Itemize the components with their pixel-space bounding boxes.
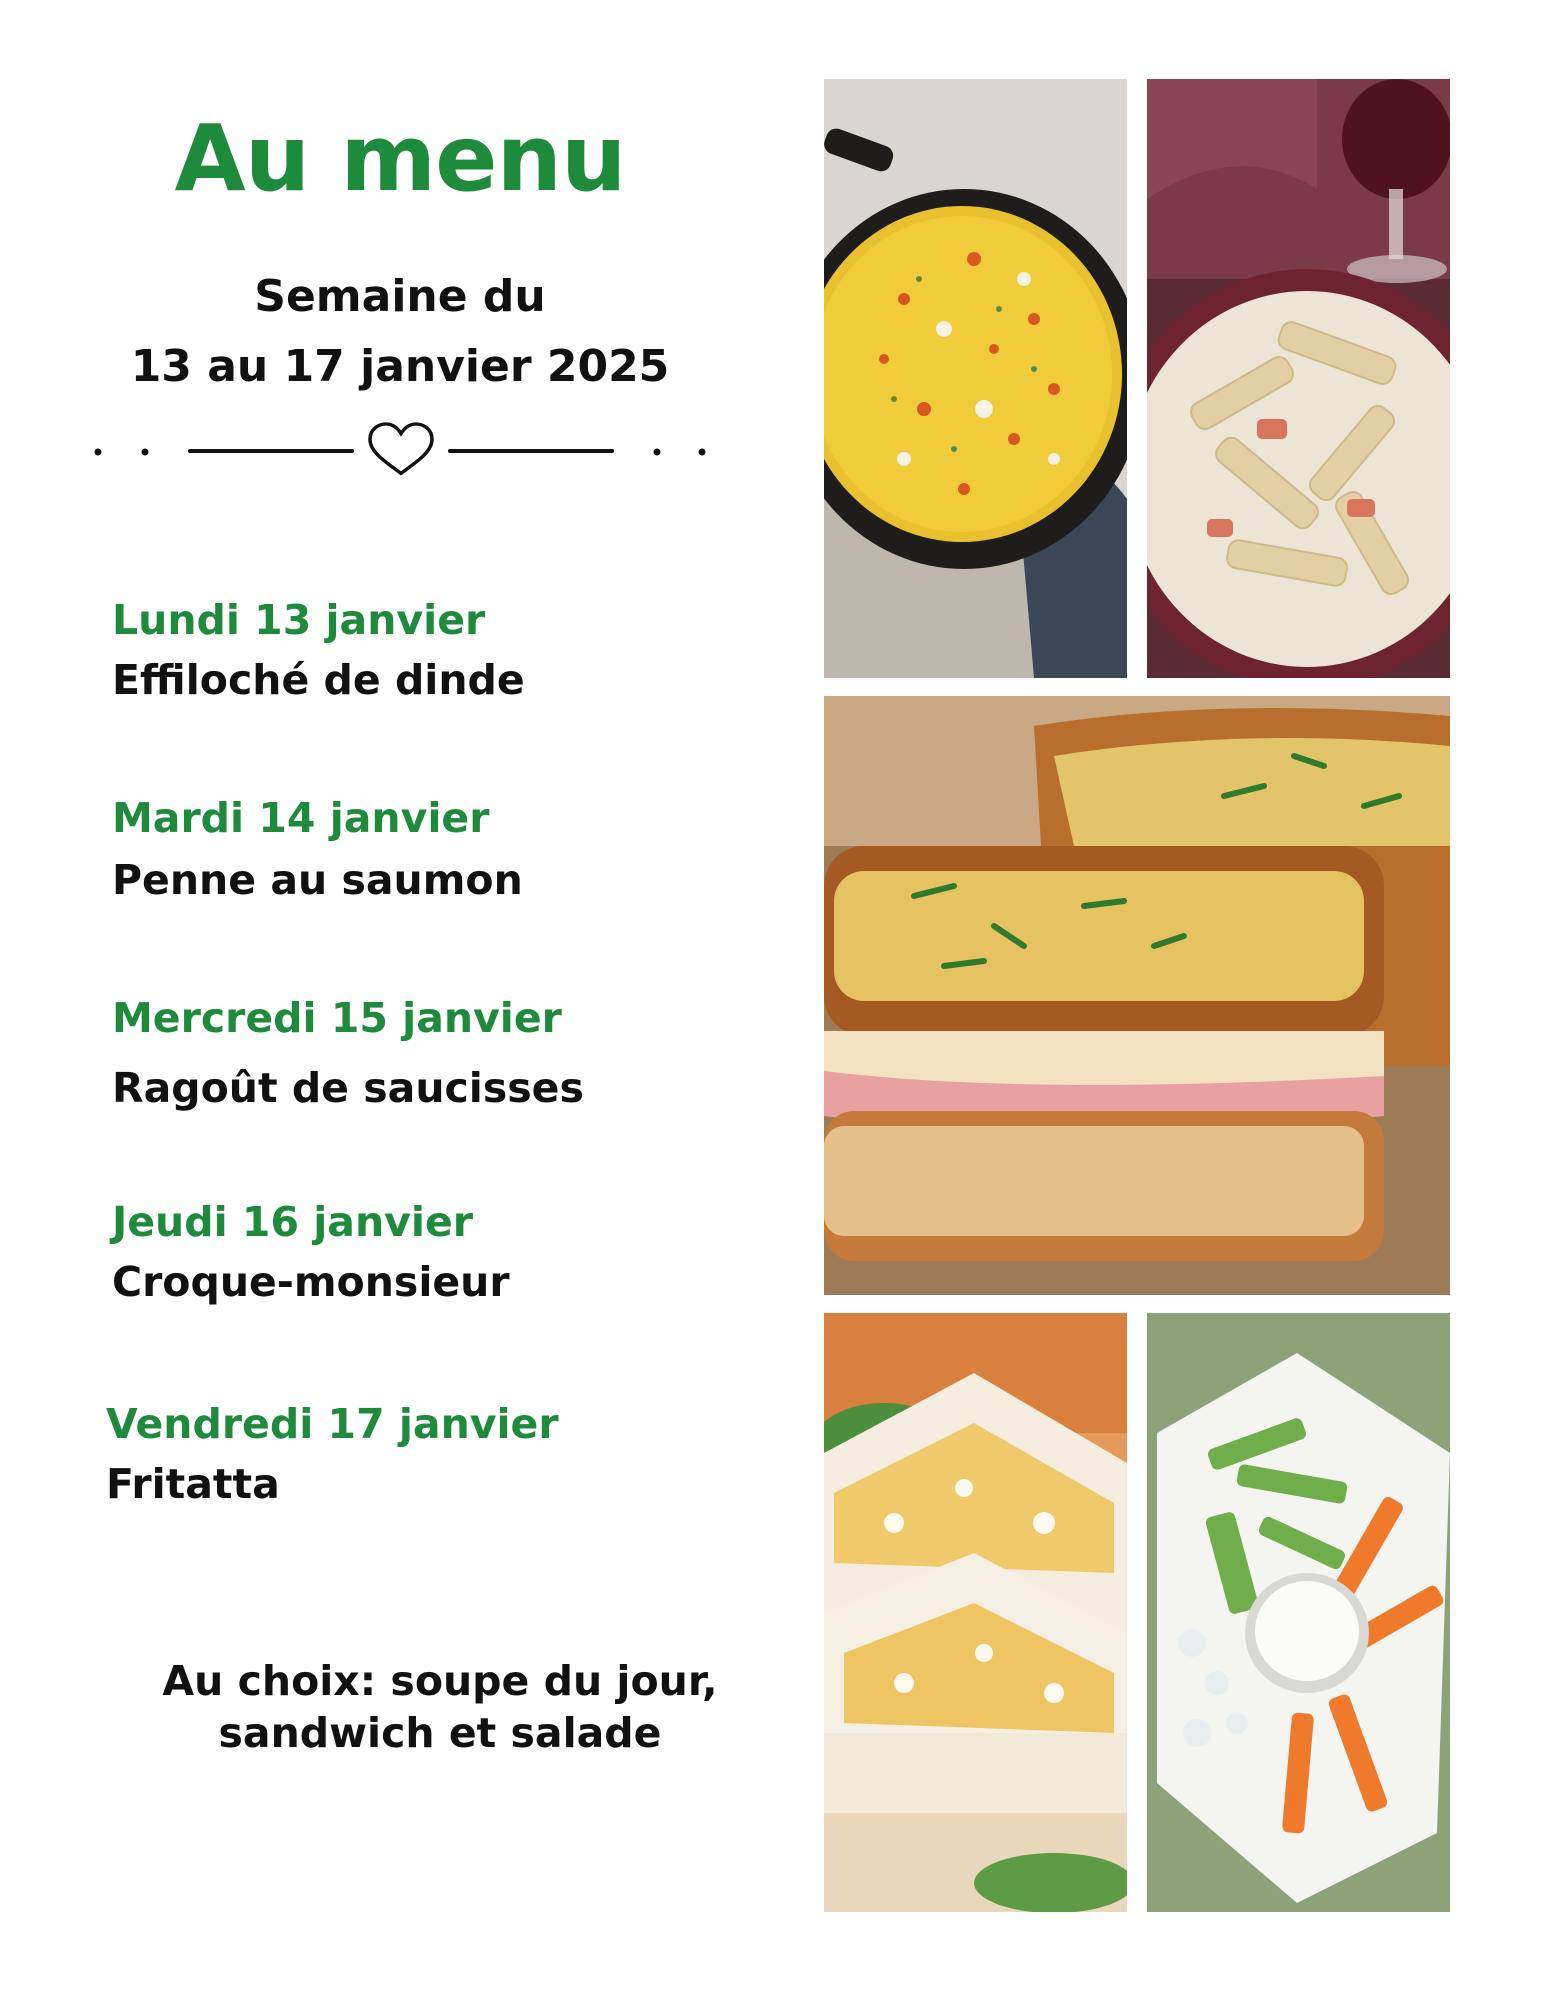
week-subtitle <box>0 262 800 402</box>
day-wednesday <box>112 990 584 1116</box>
heart-divider <box>90 420 710 480</box>
heart-icon <box>370 424 432 473</box>
day-friday <box>106 1396 559 1512</box>
day-name: Vendredi 17 janvier <box>106 1400 559 1448</box>
page-title: Au menu <box>174 105 626 212</box>
options-note-line2: sandwich et salade <box>218 1709 662 1757</box>
day-thursday <box>112 1194 510 1310</box>
day-dish: Croque-monsieur <box>112 1258 510 1306</box>
day-name: Mercredi 15 janvier <box>112 994 562 1042</box>
week-subtitle-line1: Semaine du <box>254 271 546 322</box>
day-name: Mardi 14 janvier <box>112 794 490 842</box>
day-tuesday <box>112 790 523 908</box>
croque-monsieur-photo <box>824 696 1450 1295</box>
penne-photo <box>1147 79 1450 678</box>
options-note-line1: Au choix: soupe du jour, <box>162 1657 718 1705</box>
day-monday <box>112 592 525 708</box>
options-note <box>90 1655 790 1759</box>
week-subtitle-line2: 13 au 17 janvier 2025 <box>130 341 670 392</box>
day-name: Lundi 13 janvier <box>112 596 486 644</box>
day-dish: Penne au saumon <box>112 856 523 904</box>
day-dish: Fritatta <box>106 1460 280 1508</box>
frittata-photo <box>824 79 1127 678</box>
veggie-dip-photo <box>1147 1313 1450 1912</box>
day-name: Jeudi 16 janvier <box>112 1198 473 1246</box>
day-dish: Effiloché de dinde <box>112 656 525 704</box>
egg-sandwich-photo <box>824 1313 1127 1912</box>
day-dish: Ragoût de saucisses <box>112 1064 584 1112</box>
